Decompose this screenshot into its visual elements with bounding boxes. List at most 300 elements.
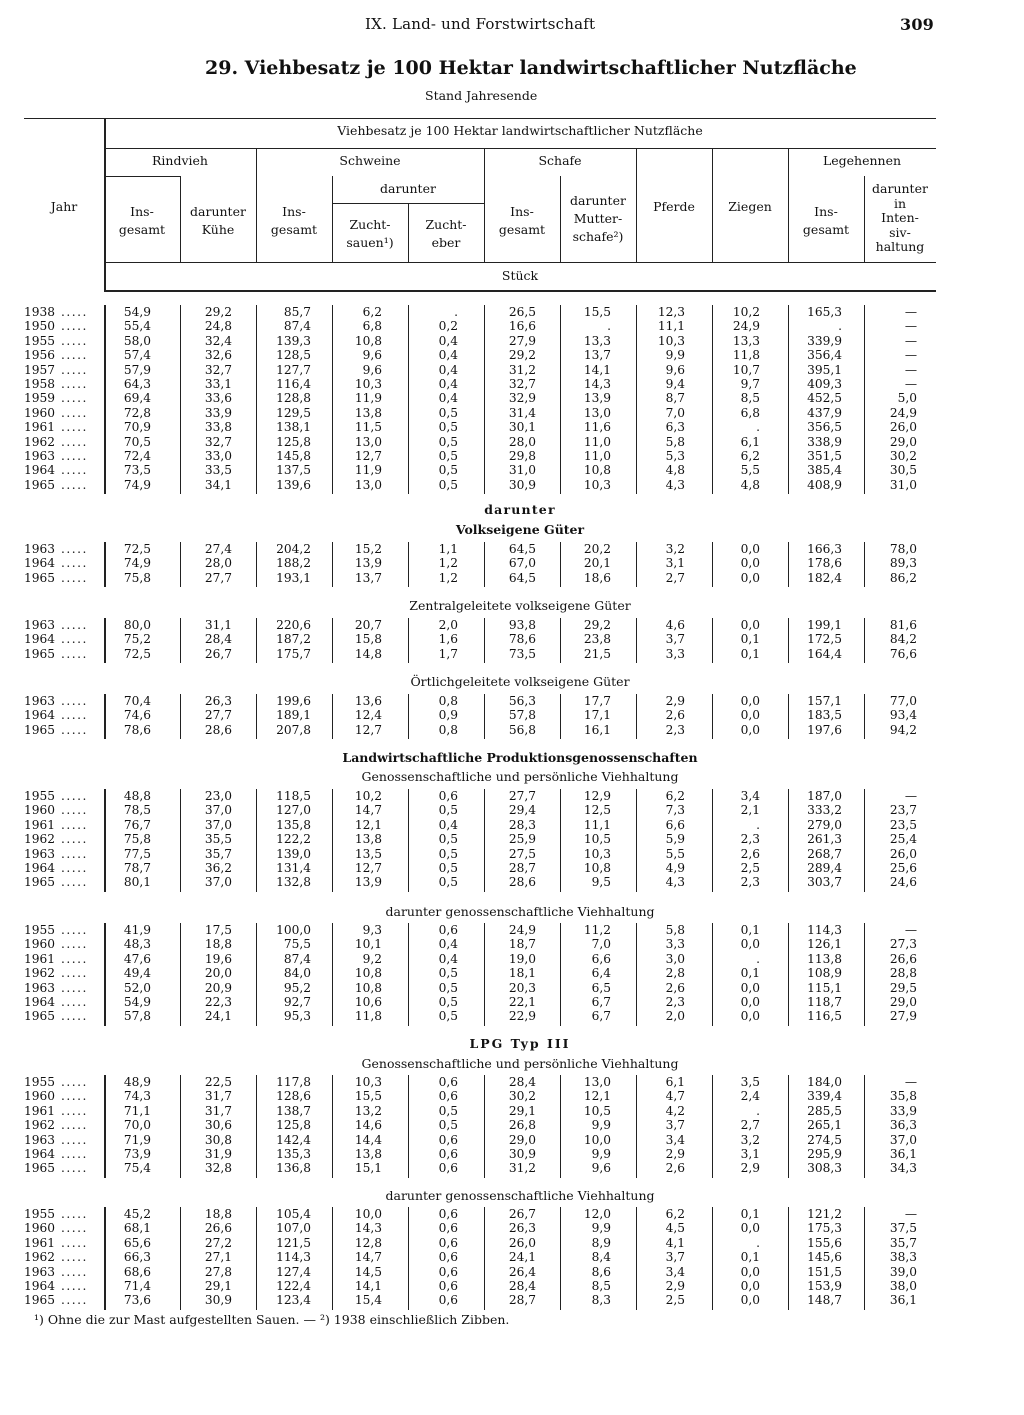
cell-schafe-insgesamt: 26,4 (508, 1264, 536, 1279)
column-rule (332, 694, 333, 739)
cell-pferde: 8,7 (665, 391, 685, 406)
cell-intensivhaltung: 86,2 (889, 570, 917, 585)
cell-intensivhaltung: 37,5 (889, 1221, 917, 1236)
cell-legehennen-insgesamt: 145,6 (807, 1250, 842, 1265)
cell-mutterschafe: 17,7 (583, 694, 611, 708)
column-rule (560, 923, 561, 1026)
cell-zuchteber: 1,2 (438, 556, 458, 571)
cell-kuehe: 36,2 (204, 861, 232, 875)
cell-jahr: 1965 (24, 875, 56, 890)
cell-ziegen: 13,3 (732, 333, 760, 348)
table-row (0, 694, 1024, 708)
cell-kuehe: 18,8 (204, 1207, 232, 1221)
cell-pferde: 3,0 (665, 951, 685, 966)
leader-dots: ..... (61, 319, 88, 334)
cell-mutterschafe: 10,0 (583, 1132, 611, 1147)
table-row (0, 1250, 1024, 1264)
cell-intensivhaltung: 28,8 (889, 966, 917, 981)
cell-schafe-insgesamt: 26,0 (508, 1235, 536, 1250)
cell-rind-insgesamt: 64,3 (123, 377, 151, 391)
cell-zuchtsauen: 13,9 (354, 875, 382, 890)
cell-mutterschafe: 11,1 (583, 817, 611, 832)
cell-intensivhaltung: — (904, 333, 917, 348)
cell-ziegen: . (756, 817, 760, 832)
column-rule (484, 542, 485, 587)
cell-intensivhaltung: 26,0 (889, 420, 917, 435)
cell-intensivhaltung: 23,5 (889, 817, 917, 832)
column-rule (864, 923, 865, 1026)
column-rule (408, 923, 409, 1026)
column-rule (104, 1075, 106, 1178)
column-rule (104, 618, 106, 663)
cell-zuchteber: 0,6 (438, 1207, 458, 1221)
cell-zuchteber: 0,4 (438, 362, 458, 377)
cell-zuchtsauen: 14,4 (354, 1132, 382, 1147)
cell-jahr: 1962 (24, 832, 56, 847)
cell-legehennen-insgesamt: 118,7 (807, 995, 842, 1009)
table-row (0, 708, 1024, 722)
cell-kuehe: 24,1 (204, 1009, 232, 1024)
cell-ziegen: 2,7 (740, 1118, 760, 1133)
cell-intensivhaltung: 76,6 (889, 646, 917, 661)
cell-kuehe: 32,6 (204, 348, 232, 363)
column-rule (560, 618, 561, 663)
cell-jahr: 1963 (24, 542, 56, 556)
cell-schafe-insgesamt: 27,5 (508, 846, 536, 861)
cell-ziegen: 10,7 (732, 362, 760, 377)
table-row (0, 435, 1024, 449)
column-rule (180, 305, 181, 494)
cell-zuchteber: 0,4 (438, 937, 458, 952)
column-rule (332, 789, 333, 892)
leader-dots: ..... (61, 1264, 88, 1279)
leader-dots: ..... (61, 1132, 88, 1147)
cell-pferde: 2,0 (665, 1009, 685, 1024)
cell-legehennen-insgesamt: 339,4 (807, 1089, 842, 1104)
cell-kuehe: 20,0 (204, 966, 232, 981)
cell-pferde: 12,3 (657, 305, 685, 319)
table-row (0, 1265, 1024, 1279)
column-rule (180, 542, 181, 587)
leader-dots: ..... (61, 995, 88, 1009)
cell-zuchteber: 0,4 (438, 333, 458, 348)
section-lpg-persoenlich: Genossenschaftliche und persönliche Viehhaltung (361, 769, 679, 784)
cell-jahr: 1963 (24, 1264, 56, 1279)
cell-ziegen: 0,1 (740, 1250, 760, 1265)
cell-schwein-insgesamt: 188,2 (276, 556, 311, 571)
cell-zuchtsauen: 13,9 (354, 556, 382, 571)
cell-rind-insgesamt: 54,9 (123, 995, 151, 1009)
cell-schwein-insgesamt: 145,8 (276, 449, 311, 463)
cell-zuchtsauen: 15,8 (354, 632, 382, 647)
cell-zuchteber: 1,7 (438, 646, 458, 661)
table-row (0, 818, 1024, 832)
cell-ziegen: 4,8 (740, 477, 760, 492)
column-rule (484, 789, 485, 892)
cell-zuchteber: 0,6 (438, 1293, 458, 1308)
cell-legehennen-insgesamt: 175,3 (807, 1221, 842, 1236)
cell-zuchtsauen: 6,8 (362, 319, 382, 334)
cell-kuehe: 27,7 (204, 570, 232, 585)
table-row (0, 1133, 1024, 1147)
cell-legehennen-insgesamt: 165,3 (807, 305, 842, 319)
cell-intensivhaltung: 77,0 (889, 694, 917, 708)
cell-rind-insgesamt: 77,5 (123, 846, 151, 861)
cell-ziegen: 5,5 (740, 463, 760, 478)
cell-jahr: 1965 (24, 722, 56, 737)
cell-mutterschafe: 12,5 (583, 803, 611, 818)
col-header-super: Viehbesatz je 100 Hektar landwirtschaftlicher Nutzfläche (337, 123, 703, 138)
table-row (0, 966, 1024, 980)
cell-rind-insgesamt: 70,5 (123, 434, 151, 449)
column-rule (864, 542, 865, 587)
cell-pferde: 4,3 (665, 875, 685, 890)
cell-kuehe: 35,5 (204, 832, 232, 847)
col-header-rindvieh: Rindvieh (152, 153, 208, 168)
cell-schwein-insgesamt: 125,8 (276, 434, 311, 449)
column-rule (560, 305, 561, 494)
cell-ziegen: 3,4 (740, 789, 760, 803)
cell-zuchteber: 0,6 (438, 1089, 458, 1104)
cell-schafe-insgesamt: 26,5 (508, 305, 536, 319)
cell-pferde: 6,2 (665, 1207, 685, 1221)
cell-schwein-insgesamt: 138,7 (276, 1103, 311, 1118)
cell-zuchteber: 0,6 (438, 1250, 458, 1265)
cell-mutterschafe: 12,1 (583, 1089, 611, 1104)
cell-schwein-insgesamt: 85,7 (283, 305, 311, 319)
cell-zuchtsauen: 14,1 (354, 1279, 382, 1293)
cell-pferde: 10,3 (657, 333, 685, 348)
cell-jahr: 1961 (24, 1103, 56, 1118)
column-rule (104, 542, 106, 587)
cell-zuchteber: 0,6 (438, 1279, 458, 1293)
cell-legehennen-insgesamt: 339,9 (807, 333, 842, 348)
cell-zuchteber: 0,5 (438, 846, 458, 861)
cell-mutterschafe: 21,5 (583, 646, 611, 661)
cell-intensivhaltung: 94,2 (889, 722, 917, 737)
table-row (0, 1104, 1024, 1118)
column-rule (104, 694, 106, 739)
leader-dots: ..... (61, 463, 88, 478)
cell-zuchtsauen: 12,7 (354, 861, 382, 875)
cell-schwein-insgesamt: 87,4 (283, 951, 311, 966)
cell-schafe-insgesamt: 25,9 (508, 832, 536, 847)
cell-zuchteber: 0,5 (438, 966, 458, 981)
cell-rind-insgesamt: 70,0 (123, 1118, 151, 1133)
cell-jahr: 1965 (24, 1009, 56, 1024)
cell-zuchtsauen: 9,2 (362, 951, 382, 966)
cell-zuchtsauen: 12,1 (354, 817, 382, 832)
cell-pferde: 7,3 (665, 803, 685, 818)
table-row (0, 1075, 1024, 1089)
col-header-mutterschafe: darunter Mutter- schafe²) (570, 193, 626, 244)
cell-intensivhaltung: 26,0 (889, 846, 917, 861)
cell-schwein-insgesamt: 121,5 (276, 1235, 311, 1250)
table-row (0, 463, 1024, 477)
cell-mutterschafe: 15,5 (583, 305, 611, 319)
table-row (0, 478, 1024, 492)
cell-kuehe: 34,1 (204, 477, 232, 492)
cell-pferde: 4,9 (665, 861, 685, 875)
running-head: IX. Land- und Forstwirtschaft (365, 15, 596, 33)
cell-pferde: 3,7 (665, 632, 685, 647)
cell-ziegen: 0,1 (740, 966, 760, 981)
cell-pferde: 5,3 (665, 449, 685, 463)
cell-legehennen-insgesamt: 295,9 (807, 1147, 842, 1161)
cell-schafe-insgesamt: 31,0 (508, 463, 536, 478)
cell-mutterschafe: 14,3 (583, 377, 611, 391)
table-row (0, 952, 1024, 966)
cell-zuchtsauen: 12,7 (354, 449, 382, 463)
cell-zuchtsauen: 15,4 (354, 1293, 382, 1308)
cell-zuchtsauen: 20,7 (354, 618, 382, 632)
cell-legehennen-insgesamt: 197,6 (807, 722, 842, 737)
cell-ziegen: 24,9 (732, 319, 760, 334)
cell-zuchteber: 0,5 (438, 420, 458, 435)
cell-ziegen: 0,0 (740, 937, 760, 952)
column-rule (788, 1075, 789, 1178)
leader-dots: ..... (61, 1009, 88, 1024)
leader-dots: ..... (61, 348, 88, 363)
col-header-rind-insgesamt: Ins- gesamt (118, 204, 166, 237)
table-row (0, 1009, 1024, 1023)
cell-legehennen-insgesamt: 153,9 (807, 1279, 842, 1293)
leader-dots: ..... (61, 923, 88, 937)
cell-pferde: 3,4 (665, 1132, 685, 1147)
column-rule (864, 1075, 865, 1178)
col-header-jahr: Jahr (50, 199, 78, 214)
table-row (0, 995, 1024, 1009)
cell-rind-insgesamt: 54,9 (123, 305, 151, 319)
cell-ziegen: . (756, 951, 760, 966)
cell-zuchtsauen: 15,5 (354, 1089, 382, 1104)
cell-mutterschafe: 7,0 (591, 937, 611, 952)
table-row (0, 1089, 1024, 1103)
cell-zuchteber: 1,2 (438, 570, 458, 585)
cell-kuehe: 29,1 (204, 1279, 232, 1293)
cell-zuchteber: 0,4 (438, 348, 458, 363)
cell-pferde: 6,1 (665, 1075, 685, 1089)
cell-kuehe: 22,3 (204, 995, 232, 1009)
cell-ziegen: 3,2 (740, 1132, 760, 1147)
column-rule (332, 618, 333, 663)
leader-dots: ..... (61, 1221, 88, 1236)
cell-mutterschafe: 18,6 (583, 570, 611, 585)
cell-schafe-insgesamt: 30,2 (508, 1089, 536, 1104)
cell-mutterschafe: 6,4 (591, 966, 611, 981)
cell-jahr: 1963 (24, 1132, 56, 1147)
cell-schwein-insgesamt: 122,2 (276, 832, 311, 847)
column-rule (712, 305, 713, 494)
cell-kuehe: 31,9 (204, 1147, 232, 1161)
table-row (0, 647, 1024, 661)
table-row (0, 319, 1024, 333)
leader-dots: ..... (61, 632, 88, 647)
col-header-pferde: Pferde (653, 199, 695, 214)
table-row (0, 618, 1024, 632)
cell-jahr: 1963 (24, 618, 56, 632)
cell-jahr: 1964 (24, 995, 56, 1009)
cell-rind-insgesamt: 78,5 (123, 803, 151, 818)
cell-legehennen-insgesamt: 148,7 (807, 1293, 842, 1308)
cell-kuehe: 30,6 (204, 1118, 232, 1133)
cell-mutterschafe: 9,5 (591, 875, 611, 890)
cell-rind-insgesamt: 71,9 (123, 1132, 151, 1147)
table-row (0, 937, 1024, 951)
cell-jahr: 1959 (24, 391, 56, 406)
cell-legehennen-insgesamt: 172,5 (807, 632, 842, 647)
cell-kuehe: 35,7 (204, 846, 232, 861)
cell-schafe-insgesamt: 28,4 (508, 1075, 536, 1089)
cell-kuehe: 33,8 (204, 420, 232, 435)
cell-ziegen: 0,0 (740, 618, 760, 632)
cell-jahr: 1961 (24, 1235, 56, 1250)
cell-jahr: 1964 (24, 632, 56, 647)
cell-ziegen: 3,1 (740, 1147, 760, 1161)
cell-pferde: 2,6 (665, 1161, 685, 1176)
table-row (0, 1147, 1024, 1161)
cell-zuchteber: 0,6 (438, 923, 458, 937)
cell-schafe-insgesamt: 28,7 (508, 861, 536, 875)
cell-ziegen: 6,1 (740, 434, 760, 449)
cell-pferde: 9,9 (665, 348, 685, 363)
cell-zuchteber: 0,5 (438, 1009, 458, 1024)
section-zentralgeleitete: Zentralgeleitete volkseigene Güter (409, 598, 631, 613)
cell-intensivhaltung: 31,0 (889, 477, 917, 492)
cell-legehennen-insgesamt: 268,7 (807, 846, 842, 861)
cell-rind-insgesamt: 70,9 (123, 420, 151, 435)
col-header-zuchteber: Zucht- eber (425, 217, 467, 250)
column-rule (256, 1075, 257, 1178)
cell-jahr: 1965 (24, 1293, 56, 1308)
cell-mutterschafe: 13,0 (583, 405, 611, 420)
cell-intensivhaltung: 29,5 (889, 980, 917, 995)
cell-rind-insgesamt: 74,9 (123, 477, 151, 492)
cell-jahr: 1961 (24, 420, 56, 435)
column-rule (864, 618, 865, 663)
cell-schwein-insgesamt: 128,5 (276, 348, 311, 363)
column-rule (256, 694, 257, 739)
cell-zuchteber: 0,8 (438, 694, 458, 708)
cell-ziegen: 10,2 (732, 305, 760, 319)
cell-schwein-insgesamt: 187,2 (276, 632, 311, 647)
cell-zuchteber: 0,5 (438, 803, 458, 818)
cell-ziegen: 9,7 (740, 377, 760, 391)
cell-schafe-insgesamt: 28,7 (508, 1293, 536, 1308)
cell-kuehe: 24,8 (204, 319, 232, 334)
table-row (0, 1221, 1024, 1235)
cell-rind-insgesamt: 73,6 (123, 1293, 151, 1308)
cell-schafe-insgesamt: 18,1 (508, 966, 536, 981)
cell-schafe-insgesamt: 64,5 (508, 570, 536, 585)
cell-zuchtsauen: 13,2 (354, 1103, 382, 1118)
cell-jahr: 1961 (24, 951, 56, 966)
cell-ziegen: 0,0 (740, 1009, 760, 1024)
cell-ziegen: 0,0 (740, 1264, 760, 1279)
cell-jahr: 1960 (24, 803, 56, 818)
cell-zuchtsauen: 11,9 (354, 463, 382, 478)
cell-zuchtsauen: 6,2 (362, 305, 382, 319)
cell-schafe-insgesamt: 28,0 (508, 434, 536, 449)
cell-mutterschafe: 13,3 (583, 333, 611, 348)
cell-jahr: 1938 (24, 305, 56, 319)
cell-schwein-insgesamt: 118,5 (276, 789, 311, 803)
leader-dots: ..... (61, 333, 88, 348)
cell-schafe-insgesamt: 32,7 (508, 377, 536, 391)
cell-zuchtsauen: 14,3 (354, 1221, 382, 1236)
cell-rind-insgesamt: 58,0 (123, 333, 151, 348)
cell-zuchteber: 1,6 (438, 632, 458, 647)
cell-schafe-insgesamt: 31,2 (508, 1161, 536, 1176)
cell-intensivhaltung: 36,3 (889, 1118, 917, 1133)
cell-rind-insgesamt: 65,6 (123, 1235, 151, 1250)
column-rule (712, 923, 713, 1026)
cell-ziegen: 0,0 (740, 722, 760, 737)
cell-schafe-insgesamt: 20,3 (508, 980, 536, 995)
cell-kuehe: 26,7 (204, 646, 232, 661)
cell-kuehe: 27,2 (204, 1235, 232, 1250)
cell-jahr: 1956 (24, 348, 56, 363)
cell-mutterschafe: 13,0 (583, 1075, 611, 1089)
cell-kuehe: 33,6 (204, 391, 232, 406)
cell-pferde: 4,3 (665, 477, 685, 492)
cell-legehennen-insgesamt: 408,9 (807, 477, 842, 492)
cell-jahr: 1958 (24, 377, 56, 391)
cell-schafe-insgesamt: 28,6 (508, 875, 536, 890)
cell-pferde: 11,1 (657, 319, 685, 334)
cell-schwein-insgesamt: 135,3 (276, 1147, 311, 1161)
cell-schwein-insgesamt: 123,4 (276, 1293, 311, 1308)
cell-ziegen: 0,0 (740, 542, 760, 556)
cell-rind-insgesamt: 74,6 (123, 708, 151, 723)
col-header-schwein-insgesamt: Ins- gesamt (270, 204, 318, 237)
cell-legehennen-insgesamt: 351,5 (807, 449, 842, 463)
cell-intensivhaltung: 24,6 (889, 875, 917, 890)
cell-intensivhaltung: 35,7 (889, 1235, 917, 1250)
cell-zuchtsauen: 11,8 (354, 1009, 382, 1024)
cell-intensivhaltung: 24,9 (889, 405, 917, 420)
col-header-ziegen: Ziegen (728, 199, 772, 214)
cell-ziegen: 0,0 (740, 1293, 760, 1308)
cell-kuehe: 30,9 (204, 1293, 232, 1308)
column-rule (408, 789, 409, 892)
cell-intensivhaltung: — (904, 305, 917, 319)
cell-mutterschafe: 14,1 (583, 362, 611, 377)
leader-dots: ..... (61, 405, 88, 420)
column-rule (636, 923, 637, 1026)
cell-ziegen: 2,3 (740, 832, 760, 847)
table-row (0, 391, 1024, 405)
column-rule (788, 694, 789, 739)
cell-zuchtsauen: 11,9 (354, 391, 382, 406)
cell-intensivhaltung: 27,9 (889, 1009, 917, 1024)
cell-zuchteber: 2,0 (438, 618, 458, 632)
cell-rind-insgesamt: 72,5 (123, 646, 151, 661)
cell-jahr: 1960 (24, 937, 56, 952)
cell-schafe-insgesamt: 31,2 (508, 362, 536, 377)
cell-pferde: 2,6 (665, 708, 685, 723)
cell-schwein-insgesamt: 136,8 (276, 1161, 311, 1176)
cell-legehennen-insgesamt: 333,2 (807, 803, 842, 818)
cell-zuchtsauen: 14,7 (354, 1250, 382, 1265)
cell-zuchtsauen: 12,7 (354, 722, 382, 737)
cell-zuchtsauen: 14,5 (354, 1264, 382, 1279)
column-rule (104, 789, 106, 892)
cell-mutterschafe: 6,5 (591, 980, 611, 995)
cell-rind-insgesamt: 75,2 (123, 632, 151, 647)
cell-intensivhaltung: — (904, 362, 917, 377)
cell-legehennen-insgesamt: 157,1 (807, 694, 842, 708)
